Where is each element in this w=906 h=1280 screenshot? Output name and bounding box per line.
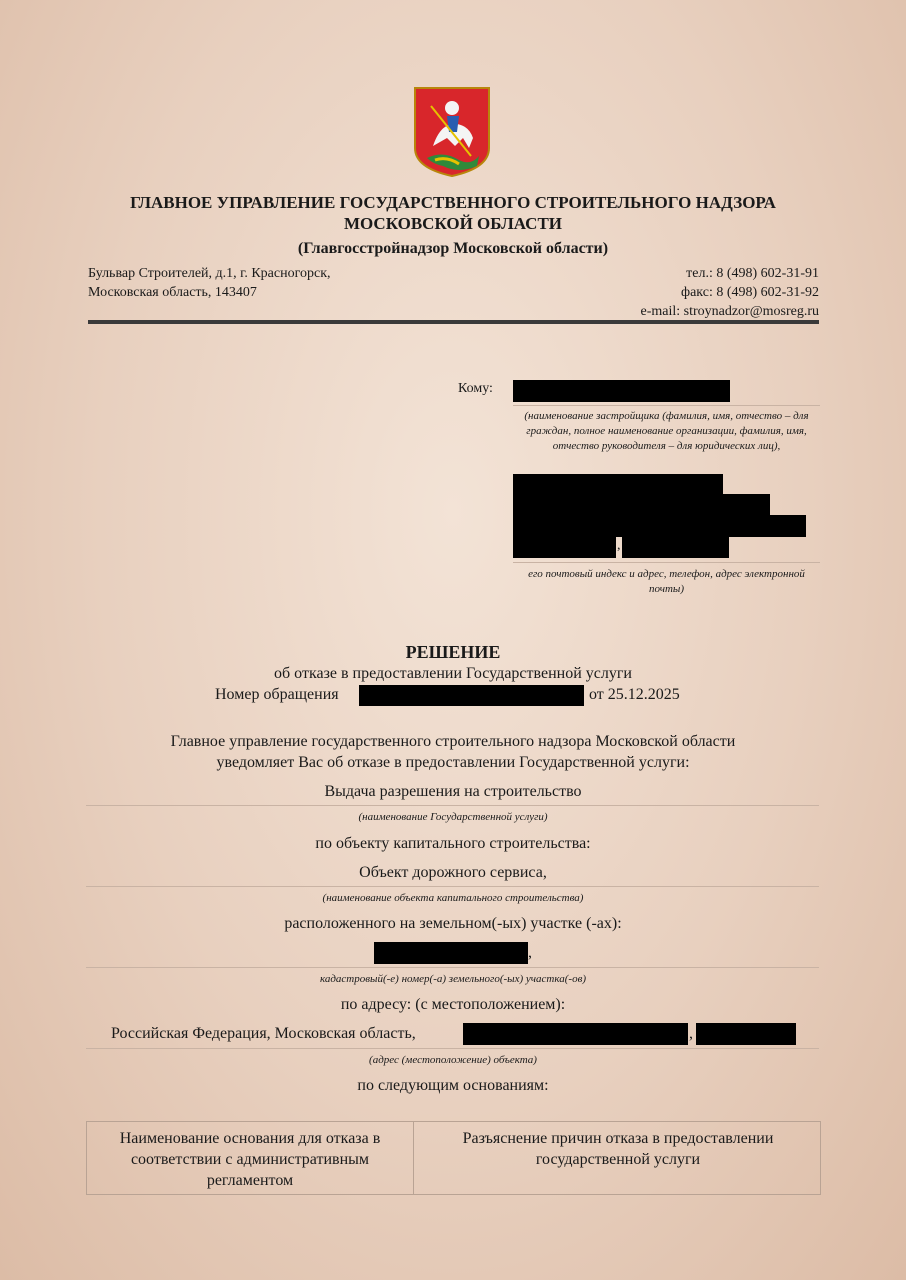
table-header-grounds: Наименование основания для отказа в соответствии с административным регламентом bbox=[119, 1130, 381, 1189]
email: e-mail: stroynadzor@mosreg.ru bbox=[640, 304, 819, 319]
agency-title-line2: МОСКОВСКОЙ ОБЛАСТИ bbox=[343, 214, 563, 233]
agency-title bbox=[60, 192, 846, 234]
recipient-address-caption: его почтовый индекс и адрес, телефон, адрес электронной почты) bbox=[528, 568, 805, 595]
redacted-address-line4b bbox=[622, 536, 729, 558]
plot-comma: , bbox=[528, 944, 532, 961]
address-line1: Бульвар Строителей, д.1, г. Красногорск, bbox=[88, 266, 331, 281]
agency-address bbox=[88, 264, 331, 302]
grounds-label: по следующим основаниям: bbox=[357, 1077, 549, 1094]
application-number-label: Номер обращения bbox=[215, 686, 339, 703]
recipient-name-caption: (наименование застройщика (фамилия, имя, отчество – для граждан, полное наименование организации, фамилия, имя, отчество руководителя – для юридических лиц), bbox=[524, 410, 809, 452]
object-name: Объект дорожного сервиса, bbox=[359, 864, 547, 881]
recipient-name-rule bbox=[513, 405, 820, 406]
redacted-address-line4a bbox=[513, 536, 616, 558]
object-rule bbox=[86, 886, 819, 887]
service-rule bbox=[86, 805, 819, 806]
redacted-cadastral-number bbox=[374, 942, 528, 964]
address-comma: , bbox=[617, 538, 621, 553]
intro-line1: Главное управление государственного строительного надзора Московской области bbox=[170, 733, 736, 750]
object-label: по объекту капитального строительства: bbox=[315, 835, 591, 852]
plot-caption: кадастровый(-е) номер(-а) земельного(-ых) участка(-ов) bbox=[319, 973, 587, 985]
recipient-address-rule bbox=[513, 562, 820, 563]
object-address-caption: (адрес (местоположение) объекта) bbox=[369, 1054, 537, 1066]
grounds-table bbox=[86, 1121, 821, 1195]
object-caption: (наименование объекта капитального строительства) bbox=[322, 892, 584, 904]
header-divider bbox=[88, 320, 819, 324]
table-column-divider bbox=[413, 1122, 414, 1194]
phone: тел.: 8 (498) 602-31-91 bbox=[686, 266, 819, 281]
service-caption: (наименование Государственной услуги) bbox=[358, 811, 548, 823]
redacted-address-part2 bbox=[696, 1023, 796, 1045]
agency-title-line1: ГЛАВНОЕ УПРАВЛЕНИЕ ГОСУДАРСТВЕННОГО СТРОИТЕЛЬНОГО НАДЗОРА bbox=[130, 193, 776, 212]
object-address-label: по адресу: (с местоположением): bbox=[340, 996, 566, 1013]
redacted-address-line1 bbox=[513, 474, 723, 496]
fax: факс: 8 (498) 602-31-92 bbox=[681, 285, 819, 300]
application-date: от 25.12.2025 bbox=[589, 686, 680, 703]
plot-label: расположенного на земельном(-ых) участке (-ах): bbox=[284, 915, 622, 932]
decision-title: РЕШЕНИЕ bbox=[405, 642, 501, 662]
service-name: Выдача разрешения на строительство bbox=[324, 783, 582, 800]
intro-line2: уведомляет Вас об отказе в предоставлении Государственной услуги: bbox=[216, 754, 690, 771]
coat-of-arms-icon bbox=[413, 86, 491, 178]
decision-subtitle: об отказе в предоставлении Государственной услуги bbox=[274, 665, 632, 682]
object-address-value: Российская Федерация, Московская область, bbox=[111, 1025, 416, 1042]
address-line2: Московская область, 143407 bbox=[88, 285, 257, 300]
agency-contacts bbox=[640, 264, 819, 321]
recipient-label: Кому: bbox=[458, 381, 493, 396]
redacted-address-part1 bbox=[463, 1023, 688, 1045]
agency-short-name: (Главгосстройнадзор Московской области) bbox=[297, 240, 609, 257]
object-address-comma: , bbox=[689, 1025, 693, 1042]
table-header-explanation: Разъяснение причин отказа в предоставлении государственной услуги bbox=[462, 1130, 774, 1168]
redacted-address-line3 bbox=[513, 515, 806, 537]
plot-rule bbox=[86, 967, 819, 968]
redacted-address-line2 bbox=[513, 494, 770, 516]
object-address-rule bbox=[86, 1048, 819, 1049]
redacted-application-number bbox=[359, 685, 584, 706]
redacted-recipient-name bbox=[513, 380, 730, 402]
